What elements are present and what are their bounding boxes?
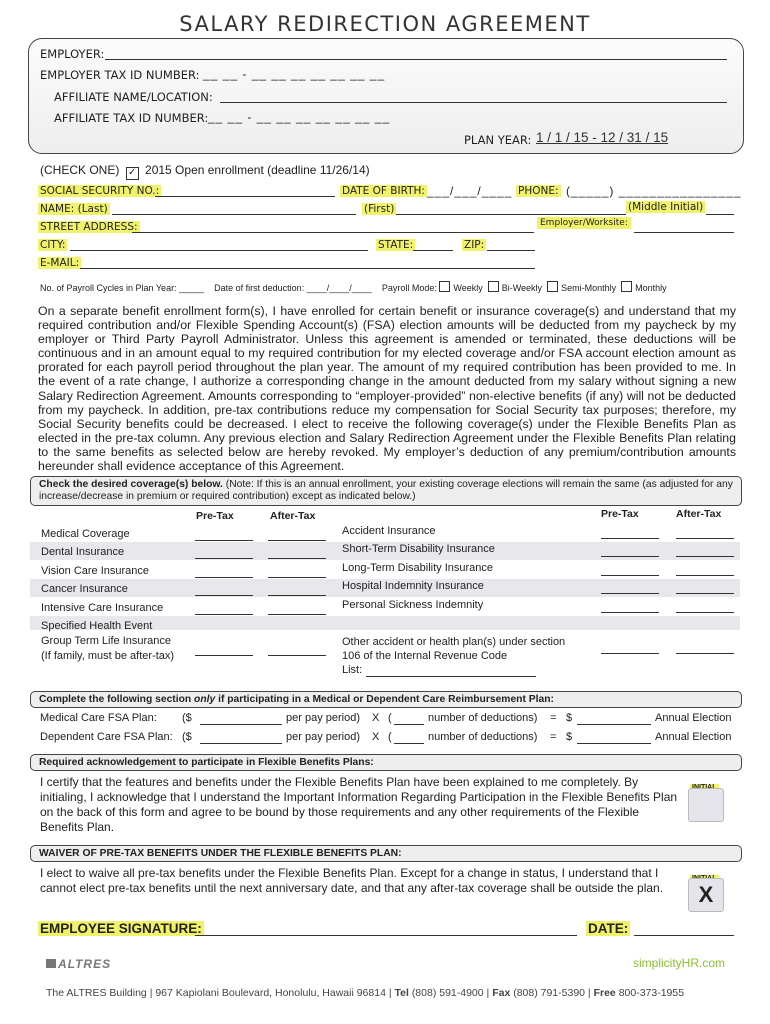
fsa-section-header [30, 691, 742, 708]
payroll-cycles-field[interactable]: _____ [179, 283, 205, 293]
payroll-row [40, 281, 667, 293]
ssn-label: SOCIAL SECURITY NO.: [40, 185, 160, 197]
first-deduction-field[interactable]: ____/____/____ [306, 283, 372, 293]
open-enrollment-label: 2015 Open enrollment (deadline 11/26/14) [145, 163, 370, 177]
aftertax-blank[interactable] [676, 652, 734, 654]
aftertax-blank[interactable] [676, 592, 734, 594]
aftertax-blank[interactable] [676, 537, 734, 539]
employer-worksite-label: Employer/Worksite: [537, 217, 631, 229]
employer-label: EMPLOYER: [40, 47, 105, 61]
email-label: E-MAIL: [40, 257, 80, 269]
page-title: SALARY REDIRECTION AGREEMENT [179, 12, 591, 36]
coverage-section-header [30, 476, 742, 506]
weekly-label: Weekly [453, 283, 483, 293]
plan-year-value: 1 / 1 / 15 - 12 / 31 / 15 [536, 130, 669, 145]
middle-initial-field[interactable] [706, 203, 734, 215]
affiliate-name-field[interactable] [220, 91, 727, 103]
medical-fsa-per-pay: per pay period) [286, 712, 360, 724]
street-address-label: STREET ADDRESS: [40, 221, 138, 233]
street-address-field[interactable] [132, 221, 534, 233]
aftertax-blank[interactable] [268, 576, 326, 578]
aftertax-blank[interactable] [268, 557, 326, 559]
medical-fsa-label: Medical Care FSA Plan: [40, 712, 157, 724]
affiliate-tax-id-field[interactable]: __ __ - __ __ __ __ __ __ __ [208, 110, 391, 124]
signature-field[interactable] [195, 934, 577, 936]
dependent-fsa-annual-label: Annual Election [655, 731, 732, 743]
coverage-family-note: (If family, must be after-tax) [41, 650, 175, 662]
first-name-label: (First) [364, 203, 395, 215]
coverage-accident: Accident Insurance [342, 525, 436, 537]
coverage-list-field[interactable] [366, 675, 536, 677]
footer-free-label: Free [593, 987, 616, 999]
pretax-blank[interactable] [195, 557, 253, 559]
waiver-section-header: WAIVER OF PRE-TAX BENEFITS UNDER THE FLEXIBLE BENEFITS PLAN: [30, 845, 742, 862]
coverage-header-bold: Check the desired coverage(s) below. [39, 479, 223, 490]
affiliate-tax-id-label: AFFILIATE TAX ID NUMBER: [54, 111, 209, 125]
footer-address-line: The ALTRES Building | 967 Kapiolani Boulevard, Honolulu, Hawaii 96814 | Tel (808) 591-4900 | Fax (808) 791-5390 | Free 800-373-1955 [46, 987, 685, 999]
ack-section-header: Required acknowledgement to participate in Flexible Benefits Plans: [30, 754, 742, 771]
coverage-vision: Vision Care Insurance [41, 565, 150, 577]
footer-building: The ALTRES Building [46, 987, 147, 999]
last-name-field[interactable] [112, 203, 356, 215]
phone-field[interactable]: (_____) ________________ [566, 184, 742, 198]
zip-field[interactable] [487, 239, 535, 251]
semi-monthly-label: Semi-Monthly [561, 283, 617, 293]
dob-label: DATE OF BIRTH: [342, 185, 425, 197]
semi-monthly-checkbox[interactable] [547, 281, 558, 292]
medical-fsa-num-deductions: number of deductions) [428, 712, 538, 724]
altres-logo-text: ALTRES [58, 957, 112, 971]
coverage-specified-health: Specified Health Event [41, 620, 153, 632]
pretax-blank[interactable] [195, 613, 253, 615]
coverage-personal-sickness: Personal Sickness Indemnity [342, 599, 484, 611]
altres-logo-mark [46, 959, 56, 968]
monthly-label: Monthly [635, 283, 667, 293]
coverage-group-term-life: Group Term Life Insurance [41, 635, 172, 647]
footer-free: 800-373-1955 [618, 987, 685, 999]
employer-tax-id-label: EMPLOYER TAX ID NUMBER: [40, 68, 200, 82]
plan-year-label: PLAN YEAR: [464, 133, 532, 147]
zip-label: ZIP: [464, 239, 485, 251]
fsa-header-post: if participating in a Medical or Dependent Care Reimbursement Plan: [215, 694, 554, 705]
pretax-blank[interactable] [195, 654, 253, 656]
coverage-irc-106: 106 of the Internal Revenue Code [342, 650, 508, 662]
employer-worksite-field[interactable] [634, 221, 734, 233]
footer-tel: (808) 591-4900 [411, 987, 484, 999]
pretax-blank[interactable] [601, 592, 659, 594]
aftertax-heading-right: After-Tax [676, 508, 722, 520]
aftertax-blank[interactable] [268, 594, 326, 596]
coverage-header-note: (Note: If this is an annual enrollment, your existing coverage elections will remain the same (as adjusted for any increase/decrease in premium or required contribution) except as indicated below.) [39, 479, 733, 502]
pretax-blank[interactable] [195, 594, 253, 596]
state-field[interactable] [413, 239, 453, 251]
coverage-short-term-disability: Short-Term Disability Insurance [342, 543, 495, 555]
pretax-blank[interactable] [601, 574, 659, 576]
check-one-row [40, 163, 370, 180]
footer-fax-label: Fax [492, 987, 511, 999]
aftertax-blank[interactable] [268, 539, 326, 541]
signature-label: EMPLOYEE SIGNATURE: [40, 921, 202, 936]
affiliate-name-label: AFFILIATE NAME/LOCATION: [54, 90, 213, 104]
dependent-fsa-paren: ( [388, 731, 392, 743]
waiver-text: I elect to waive all pre-tax benefits under the Flexible Benefits Plan. Except for a change in status, I understand that I cannot elect pre-tax benefits until the next anniversary date, and that any after-tax coverage shall be outside the plan. [40, 866, 664, 895]
agreement-paragraph: On a separate benefit enrollment form(s), I have enrolled for certain benefit or insurance coverage(s) and understand that my required contribution and/or Flexible Spending Account(s) (FSA) election amounts will be deducted from my paycheck by my employer or Third Party Payroll Administrator. Unless this agreement is amended or terminated, these deductions will be continuous and in an amount equal to my required contribution for my elected coverage and/or FSA account election amount as prorated for each payroll period throughout the plan year. The amount of my required contribution has been provided to me. In the event of a rate change, I authorize a corresponding change in the amount deducted from my salary without signing a new Salary Redirection Agreement. Amounts corresponding to “employer-provided” non-elective benefits (if any) will not be deducted from my paycheck. In addition, pre-tax contributions reduce my compensation for Social Security tax purposes; therefore, my Social Security benefits could be decreased. I elect to receive the following coverage(s) under the Flexible Benefits Plan as elected in the pre-tax column. Any previous election and Salary Redirection Agreement under the Flexible Benefits Plan relating to the same benefits as selected below are hereby revoked. My employer’s deduction of any premium/contribution amounts hereunder shall evidence acceptance of this Agreement. [38, 304, 736, 474]
fsa-header-emphasis: only [194, 694, 216, 705]
pretax-blank[interactable] [195, 539, 253, 541]
pretax-blank[interactable] [601, 555, 659, 557]
ssn-field[interactable] [155, 185, 335, 197]
medical-fsa-amount-field[interactable] [200, 723, 282, 725]
bi-weekly-checkbox[interactable] [488, 281, 499, 292]
date-field[interactable] [634, 934, 734, 936]
coverage-cancer: Cancer Insurance [41, 583, 128, 595]
dependent-fsa-annual-field[interactable] [577, 742, 651, 744]
pretax-heading-right: Pre-Tax [601, 508, 639, 520]
ack-text: I certify that the features and benefits under the Flexible Benefits Plan have been explained to me completely. By initialing, I acknowledge that I understand the Important Information Regarding Participation in the Flexible Benefits Plan on the back of this form and agree to be bound by those requirements and any other requirements of the Flexible Benefits Plan. [40, 775, 678, 834]
altres-logo [46, 957, 111, 971]
dependent-fsa-equals: = [550, 731, 557, 743]
aftertax-blank[interactable] [268, 613, 326, 615]
medical-fsa-equals: = [550, 712, 557, 724]
dependent-fsa-amount-field[interactable] [200, 742, 282, 744]
medical-fsa-annual-label: Annual Election [655, 712, 732, 724]
website-link[interactable]: simplicityHR.com [633, 956, 726, 970]
ack-initial-field[interactable] [688, 788, 724, 822]
footer-fax: (808) 791-5390 [513, 987, 586, 999]
bi-weekly-label: Bi-Weekly [501, 283, 543, 293]
coverage-medical: Medical Coverage [41, 528, 130, 540]
weekly-checkbox[interactable] [439, 281, 450, 292]
dependent-fsa-deductions-field[interactable] [394, 742, 424, 744]
date-label: DATE: [588, 921, 629, 936]
dependent-fsa-times: X [372, 731, 380, 743]
state-label: STATE: [378, 239, 414, 251]
pretax-heading-left: Pre-Tax [196, 510, 234, 522]
phone-label: PHONE: [518, 185, 559, 197]
dependent-fsa-total-dollar: $ [566, 731, 573, 743]
middle-initial-label: (Middle Initial) [628, 201, 704, 213]
coverage-list-label: List: [342, 664, 363, 676]
pretax-blank[interactable] [195, 576, 253, 578]
first-name-field[interactable] [396, 203, 626, 215]
employer-field[interactable] [105, 48, 727, 60]
coverage-dental: Dental Insurance [41, 546, 125, 558]
medical-fsa-total-dollar: $ [566, 712, 573, 724]
aftertax-heading-left: After-Tax [270, 510, 316, 522]
pretax-blank[interactable] [601, 611, 659, 613]
footer-address: 967 Kapiolani Boulevard, Honolulu, Hawaii 96814 [155, 987, 386, 999]
coverage-long-term-disability: Long-Term Disability Insurance [342, 562, 494, 574]
medical-fsa-times: X [372, 712, 380, 724]
waiver-initial-field[interactable]: X [688, 878, 724, 912]
email-field[interactable] [80, 257, 535, 269]
city-label: CITY: [40, 239, 66, 251]
city-field[interactable] [70, 239, 368, 251]
pretax-blank[interactable] [601, 652, 659, 654]
pretax-blank[interactable] [601, 537, 659, 539]
medical-fsa-deductions-field[interactable] [394, 723, 424, 725]
dependent-fsa-dollar: ($ [182, 731, 192, 743]
coverage-other-plans: Other accident or health plan(s) under section [342, 636, 566, 648]
coverage-intensive-care: Intensive Care Insurance [41, 602, 164, 614]
dependent-fsa-num-deductions: number of deductions) [428, 731, 538, 743]
dependent-fsa-per-pay: per pay period) [286, 731, 360, 743]
check-one-label: (CHECK ONE) [40, 163, 120, 177]
aftertax-blank[interactable] [268, 654, 326, 656]
aftertax-blank[interactable] [676, 555, 734, 557]
employer-tax-id-field[interactable]: __ __ - __ __ __ __ __ __ __ [203, 67, 386, 81]
payroll-mode-label: Payroll Mode: [381, 283, 437, 293]
fsa-header-pre: Complete the following section [39, 694, 195, 705]
dependent-fsa-label: Dependent Care FSA Plan: [40, 731, 173, 743]
monthly-checkbox[interactable] [621, 281, 632, 292]
coverage-hospital-indemnity: Hospital Indemnity Insurance [342, 580, 484, 592]
first-deduction-label: Date of first deduction: [214, 283, 305, 293]
aftertax-blank[interactable] [676, 611, 734, 613]
dob-field[interactable]: ___/___/____ [427, 184, 513, 198]
name-last-label: NAME: (Last) [40, 203, 108, 215]
medical-fsa-annual-field[interactable] [577, 723, 651, 725]
footer-tel-label: Tel [394, 987, 409, 999]
aftertax-blank[interactable] [676, 574, 734, 576]
medical-fsa-dollar: ($ [182, 712, 192, 724]
open-enrollment-checkbox[interactable]: ✓ [126, 167, 139, 180]
payroll-cycles-label: No. of Payroll Cycles in Plan Year: [40, 283, 177, 293]
medical-fsa-paren: ( [388, 712, 392, 724]
